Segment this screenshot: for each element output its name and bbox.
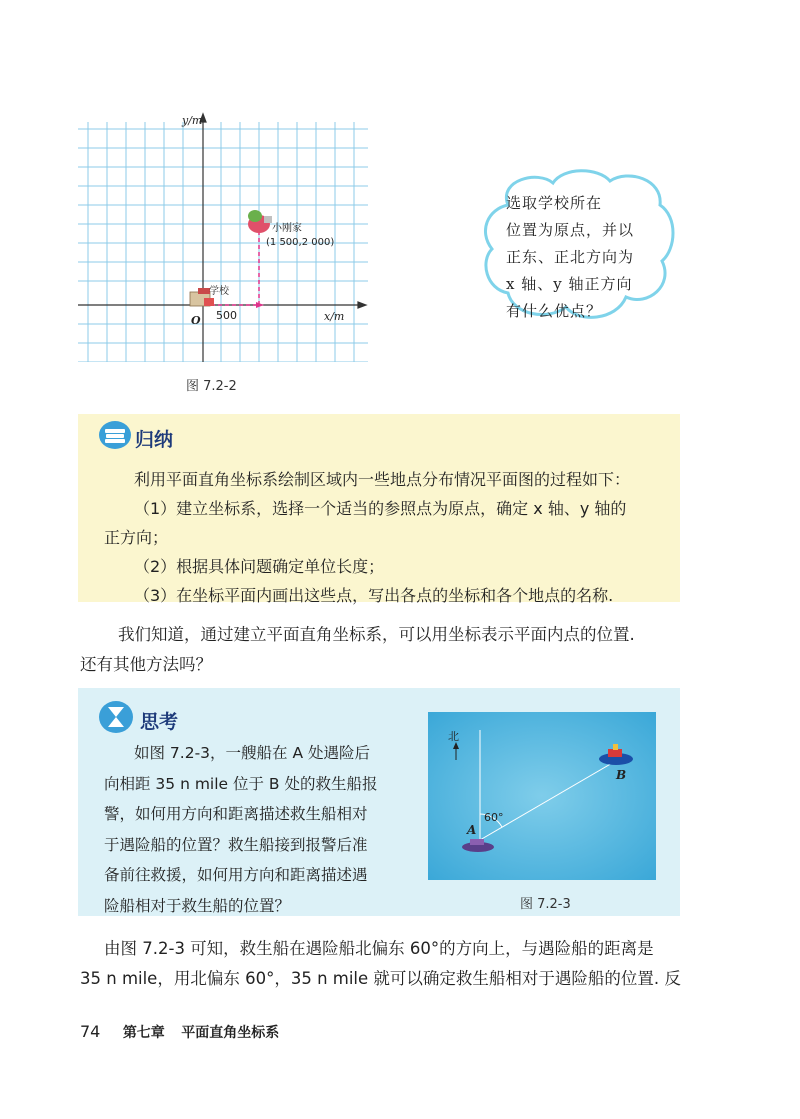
coordinate-grid-figure — [78, 112, 368, 362]
origin-label: O — [191, 314, 201, 327]
cloud-line: 正东、正北方向为 — [506, 248, 635, 266]
think-body — [104, 738, 414, 921]
paragraph-line: 35 n mile，用北偏东 60°，35 n mile 就可以确定救生船相对于遇险船的位置. 反 — [80, 969, 681, 988]
north-label: 北 — [448, 730, 459, 743]
page-footer — [80, 1022, 279, 1042]
paragraph-line: 我们知道，通过建立平面直角坐标系，可以用坐标表示平面内点的位置. — [118, 625, 635, 644]
figure-caption-722: 图 7.2-2 — [186, 379, 237, 394]
think-line: 如图 7.2-3，一艘船在 A 处遇险后 — [134, 744, 370, 762]
cloud-line: 有什么优点？ — [506, 302, 603, 320]
home-icon — [248, 210, 272, 233]
think-line: 警，如何用方向和距离描述救生船相对 — [104, 805, 368, 823]
think-line: 备前往救援，如何用方向和距离描述遇 — [104, 866, 368, 884]
chapter-label: 第七章 — [122, 1025, 165, 1041]
think-line: 险船相对于救生船的位置？ — [104, 896, 291, 915]
think-line: 于遇险船的位置？救生船接到报警后准 — [104, 835, 368, 854]
paragraph-line: 由图 7.2-3 可知，救生船在遇险船北偏东 60°的方向上，与遇险船的距离是 — [104, 939, 654, 958]
paragraph-line: 还有其他方法吗？ — [80, 655, 212, 674]
paragraph-2 — [80, 934, 720, 994]
cloud-line: x 轴、y 轴正方向 — [506, 275, 633, 293]
think-title: 思考 — [140, 711, 179, 733]
summary-body — [104, 465, 669, 610]
summary-line: （2）根据具体问题确定单位长度； — [134, 557, 385, 576]
y-axis-label: y/m — [182, 114, 203, 127]
angle-label: 60° — [484, 811, 504, 824]
chapter-title: 平面直角坐标系 — [181, 1025, 280, 1041]
point-b-label: B — [616, 768, 627, 782]
home-label: 小刚家 — [272, 223, 302, 234]
summary-line: 正方向； — [104, 528, 169, 547]
cloud-line: 选取学校所在 — [506, 194, 603, 212]
page-number: 74 — [80, 1022, 101, 1041]
school-label: 学校 — [209, 286, 229, 297]
summary-line: 利用平面直角坐标系绘制区域内一些地点分布情况平面图的过程如下： — [134, 470, 631, 489]
hourglass-icon — [98, 700, 134, 734]
cloud-line: 位置为原点，并以 — [506, 221, 635, 239]
tick-label-500: 500 — [216, 309, 237, 322]
summary-line: （1）建立坐标系，选择一个适当的参照点为原点，确定 x 轴、y 轴的 — [134, 499, 627, 518]
book-stack-icon — [98, 420, 132, 450]
figure-caption-723: 图 7.2-3 — [520, 897, 571, 912]
think-line: 向相距 35 n mile 位于 B 处的救生船报 — [104, 774, 378, 793]
home-coordinate: (1 500,2 000) — [266, 237, 335, 248]
paragraph-1 — [80, 620, 694, 680]
point-a-label: A — [467, 823, 477, 837]
ship-bearing-figure — [428, 712, 656, 880]
summary-title: 归纳 — [135, 429, 174, 451]
thought-cloud-text — [506, 190, 656, 325]
summary-line: （3）在坐标平面内画出这些点，写出各点的坐标和各个地点的名称. — [134, 586, 614, 605]
x-axis-label: x/m — [324, 310, 345, 323]
